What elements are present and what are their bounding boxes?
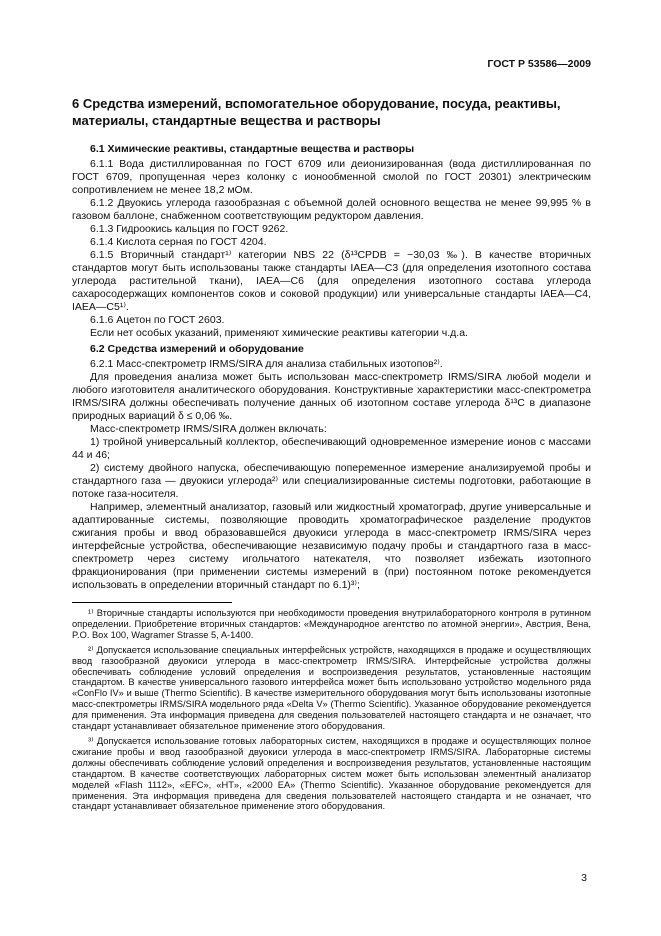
paragraph-6-1-5: 6.1.5 Вторичный стандарт¹⁾ категории NBS 22 (δ¹³CPDB = −30,03 ‰). В качестве вторичных стандартов могут быть использованы также стандарты IAEA—C3 (для определения изотопного состава углерода растительной ткани), IAEA—C6 (для определения изотопного состава углерода сахаросодержащих компонентов соков и соковой продукции) или универсальные стандарты IAEA—C4, IAEA—C5¹⁾. [72, 249, 591, 313]
paragraph-must-include: Масс-спектрометр IRMS/SIRA должен включать: [90, 423, 327, 435]
paragraph-6-1-6: 6.1.6 Ацетон по ГОСТ 2603. [90, 314, 225, 326]
paragraph-example: Например, элементный анализатор, газовый или жидкостный хроматограф, другие универсальные и адаптированные системы, позволяющие проводить хроматографическое разделение продуктов сжигания пробы и ввод образовавшейся двуокиси углерода в масс-спектрометр IRMS/SIRA через интерфейсные устройства, обеспечивающие независимую подачу пробы и стандартного газа в масс-спектрометр через систему игольчатого натекателя, что позволяет избежать изотопного фракционирования (при применении системы измерений в (при) постоянном потоке рекомендуется использовать в определении вторичный стандарт по 6.1)³⁾; [72, 501, 591, 591]
footnote-separator [72, 602, 232, 603]
paragraph-6-2-1: 6.2.1 Масс-спектрометр IRMS/SIRA для анализа стабильных изотопов²⁾. [90, 358, 443, 370]
page-number: 3 [581, 872, 587, 884]
footnote-1: ¹⁾ Вторичные стандарты используются при необходимости проведения внутрилабораторного контроля в рутинном определении. Приобретение вторичных стандартов: «Международное агентство по атомной энергии», Австрия, Вена, P.O. Box 100, Wagramer Strasse 5, A-1400. [72, 608, 591, 640]
list-item-2: 2) систему двойного напуска, обеспечивающую попеременное измерение анализируемой пробы и стандартного газа — двуокиси углерода²⁾ или специализированные системы подготовки, работающие в потоке газа-носителя. [72, 462, 591, 500]
footnote-3: ³⁾ Допускается использование готовых лабораторных систем, находящихся в продаже и осуществляющих полное сжигание пробы и ввод газообразной двуокиси углерода в масс-спектрометр IRMS/SIRA. Лабораторные системы должны обеспечивать соблюдение условий определения и воспроизведения результатов, установленные настоящим стандартом. В качестве соответствующих лабораторных систем может быть использован элементный анализатор моделей «Flash 1112», «EFC», «HT», «2000 EA» (Thermo Scientific). Указанное оборудование рекомендуется для применения. Эта информация приведена для сведения пользователей настоящего стандарта и не означает, что стандарт устанавливает обязательное применение этого оборудования. [72, 735, 591, 812]
footnote-2: ²⁾ Допускается использование специальных интерфейсных устройств, находящихся в продаже и осуществляющих ввод газообразной двуокиси углерода в масс-спектрометр IRMS/SIRA. Интерфейсные устройства должны обеспечивать соблюдение условий определения и воспроизведения результатов, установленные настоящим стандартом. В качестве универсального газового интерфейса может быть использовано устройство модельного ряда «ConFlo IV» и выше (Thermo Scientific). В качестве измерительного оборудования могут быть использованы изотопные масс-спектрометры IRMS/SIRA модельного ряда «Delta V» (Thermo Scientific). Указанное оборудование рекомендуется для применения. Эта информация приведена для сведения пользователей настоящего стандарта и не означает, что стандарт устанавливает обязательное применение этого оборудования. [72, 644, 591, 732]
paragraph-reagent-note: Если нет особых указаний, применяют химические реактивы категории ч.д.а. [90, 327, 468, 339]
paragraph-6-1-4: 6.1.4 Кислота серная по ГОСТ 4204. [90, 236, 267, 248]
paragraph-6-1-3: 6.1.3 Гидроокись кальция по ГОСТ 9262. [90, 223, 289, 235]
section-6-title: 6 Средства измерений, вспомогательное оборудование, посуда, реактивы, материалы, стандартные вещества и растворы [72, 96, 561, 128]
list-item-1: 1) тройной универсальный коллектор, обеспечивающий одновременное измерение ионов с массами 44 и 46; [72, 436, 591, 461]
heading-6-1: 6.1 Химические реактивы, стандартные вещества и растворы [90, 143, 415, 155]
page-content [72, 58, 591, 812]
paragraph-6-1-2: 6.1.2 Двуокись углерода газообразная с объемной долей основного вещества не менее 99,995 % в газовом баллоне, снабженном соответствующим редуктором давления. [72, 197, 591, 222]
heading-6-2: 6.2 Средства измерений и оборудование [90, 343, 304, 355]
paragraph-6-1-1: 6.1.1 Вода дистиллированная по ГОСТ 6709 или деионизированная (вода дистиллированная по ГОСТ 6709, пропущенная через колонку с ионообменной смолой по ГОСТ 20301) электрическим сопротивлением не менее 18,2 мОм. [72, 158, 591, 196]
paragraph-analysis: Для проведения анализа может быть использован масс-спектрометр IRMS/SIRA любой модели и любого изготовителя аналитического оборудования. Конструктивные характеристики масс-спектрометра IRMS/SIRA должны обеспечивать получение данных об изотопном составе углерода δ¹³C в диапазоне природных вариаций δ ≤ 0,06 ‰. [72, 371, 591, 422]
document-code: ГОСТ Р 53586—2009 [487, 58, 591, 70]
